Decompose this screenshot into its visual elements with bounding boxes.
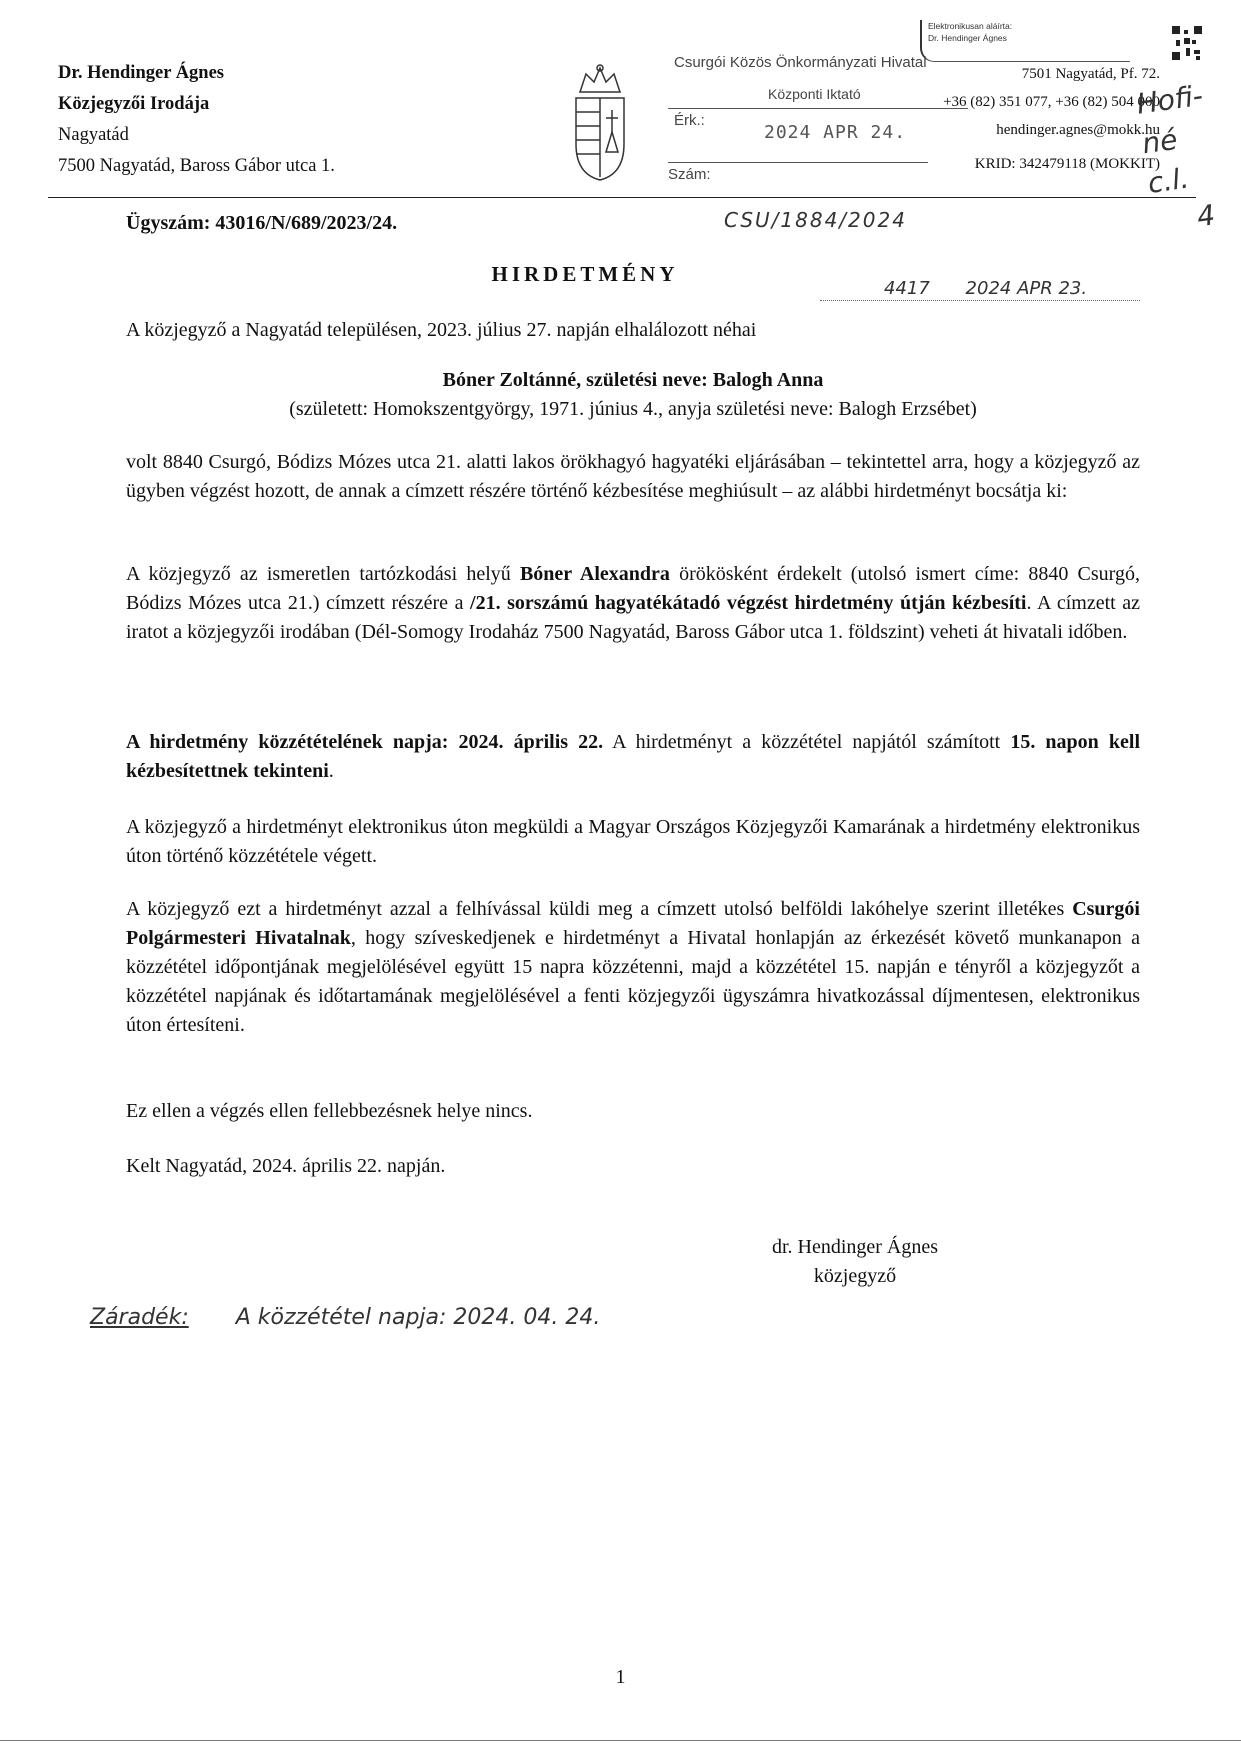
sender-name: Dr. Hendinger Ágnes [58, 63, 225, 83]
signatory-role: közjegyző [813, 1265, 897, 1287]
handwritten-secondary-number: 4417 [884, 278, 930, 299]
e-signature-line1: Elektronikusan aláírta: [928, 21, 1013, 31]
paragraph-3 [126, 728, 1140, 786]
clause-text: A közzététel napja: 2024. 04. 24. [235, 1305, 601, 1330]
handwritten-secondary-date: 2024 APR 23. [965, 278, 1088, 299]
paragraph-5 [126, 895, 1140, 1040]
p2-a: A közjegyző az ismeretlen tartózkodási helyű [126, 563, 520, 585]
handwritten-side-text: Hofi-né c.l. [1134, 78, 1205, 200]
p2-e: . A címzett az iratot a közjegyzői irodában (Dél-Somogy Irodaház 7500 Nagyatád, Baross Gábor utca 1. földszint) veheti át hivatali időben. [126, 592, 1140, 643]
p3-c: 15. napon kell kézbesítettnek tekinteni [126, 731, 1141, 782]
municipality-name: Csurgói Polgármesteri Hivatalnak [126, 898, 1140, 949]
page-number: 1 [615, 1666, 626, 1688]
header-divider [48, 197, 1196, 198]
paragraph-1: volt 8840 Csurgó, Bódizs Mózes utca 21. alatti lakos örökhagyó hagyatéki eljárásában – tekintettel arra, hogy a közjegyző az ügyben végzést hozott, de annak a címzett részére történő kézbesítése meghiúsult – az alábbi hirdetményt bocsátja ki: [126, 451, 1140, 502]
clause-label: Záradék: [90, 1305, 189, 1330]
deceased-name: Bóner Zoltánné, születési neve: Balogh Anna [442, 369, 824, 391]
sender-address: 7500 Nagyatád, Baross Gábor utca 1. [58, 156, 335, 176]
publication-date: A hirdetmény közzétételének napja: 2024. április 22. [126, 731, 604, 753]
p2-delivery: /21. sorszámú hagyatékátadó végzést hirdetmény útján kézbesíti [470, 592, 1027, 614]
registry-office: Csurgói Közös Önkormányzati Hivatal [674, 54, 927, 71]
footer-divider [0, 1740, 1241, 1741]
p3-d: . [328, 760, 334, 782]
paragraph-4: A közjegyző a hirdetményt elektronikus úton megküldi a Magyar Országos Közjegyzői Kamarának a hirdetmény elektronikus úton történő közzététele végett. [126, 816, 1140, 867]
case-number: Ügyszám: 43016/N/689/2023/24. [126, 212, 398, 234]
received-date: 2024 APR 24. [764, 122, 907, 143]
document-title: HIRDETMÉNY [491, 262, 679, 286]
dotted-line [820, 300, 1140, 301]
received-label: Érk.: [674, 112, 705, 129]
deceased-details: (született: Homokszentgyörgy, 1971. június 4., anyja születési neve: Balogh Erzsébet) [289, 398, 977, 420]
handwritten-side-note [1134, 76, 1217, 243]
p3-b: A hirdetményt a közzététel napjától számított [603, 731, 1011, 753]
contact-email: hendinger.agnes@mokk.hu [996, 122, 1160, 138]
registry-dept: Központi Iktató [768, 86, 861, 102]
sender-office: Közjegyzői Irodája [58, 94, 210, 114]
dated-line: Kelt Nagyatád, 2024. április 22. napján. [126, 1155, 446, 1177]
handwritten-side-mark: 4 [1194, 198, 1218, 234]
e-signature-line2: Dr. Hendinger Ágnes [928, 33, 1007, 43]
number-label: Szám: [668, 166, 711, 183]
signatory-name: dr. Hendinger Ágnes [771, 1236, 939, 1258]
recipient-name: Bóner Alexandra [519, 563, 670, 585]
contact-postal: 7501 Nagyatád, Pf. 72. [1021, 66, 1160, 82]
paragraph-6: Ez ellen a végzés ellen fellebbezésnek helye nincs. [126, 1100, 533, 1122]
p5-a: A közjegyző ezt a hirdetményt azzal a felhívással küldi meg a címzett utolsó belföldi lakóhelye szerint illetékes [126, 898, 1073, 920]
coat-of-arms-icon [566, 62, 634, 184]
intro-text: A közjegyző a Nagyatád településen, 2023. július 27. napján elhalálozott néhai [126, 319, 757, 341]
contact-krid: KRID: 342479118 (MOKKIT) [974, 156, 1160, 172]
sender-block [58, 58, 335, 182]
sender-city: Nagyatád [58, 125, 129, 145]
p5-c: , hogy szíveskedjenek e hirdetményt a Hivatal honlapján az érkezését követő munkanapon a közzététel időpontjának megjelölésével együtt 15 napra közzétenni, majd a közzététel 15. napján e tényről a közjegyzőt a közzététel napjának és időtartamának megjelölésével a fenti közjegyzői ügyszámra hivatkozással díjmentesen, elektronikus úton értesíteni. [126, 927, 1140, 1036]
handwritten-clause [90, 1305, 600, 1330]
qr-code-icon [1172, 26, 1202, 60]
contact-phone: +36 (82) 351 077, +36 (82) 504 000 [943, 94, 1160, 110]
p2-c: örökösként érdekelt (utolsó ismert címe: 8840 Csurgó, Bódizs Mózes utca 21.) címzett részére a [126, 563, 1140, 614]
handwritten-registry-number: CSU/1884/2024 [724, 208, 907, 232]
signature-block [730, 1233, 980, 1291]
paragraph-2 [126, 560, 1140, 647]
